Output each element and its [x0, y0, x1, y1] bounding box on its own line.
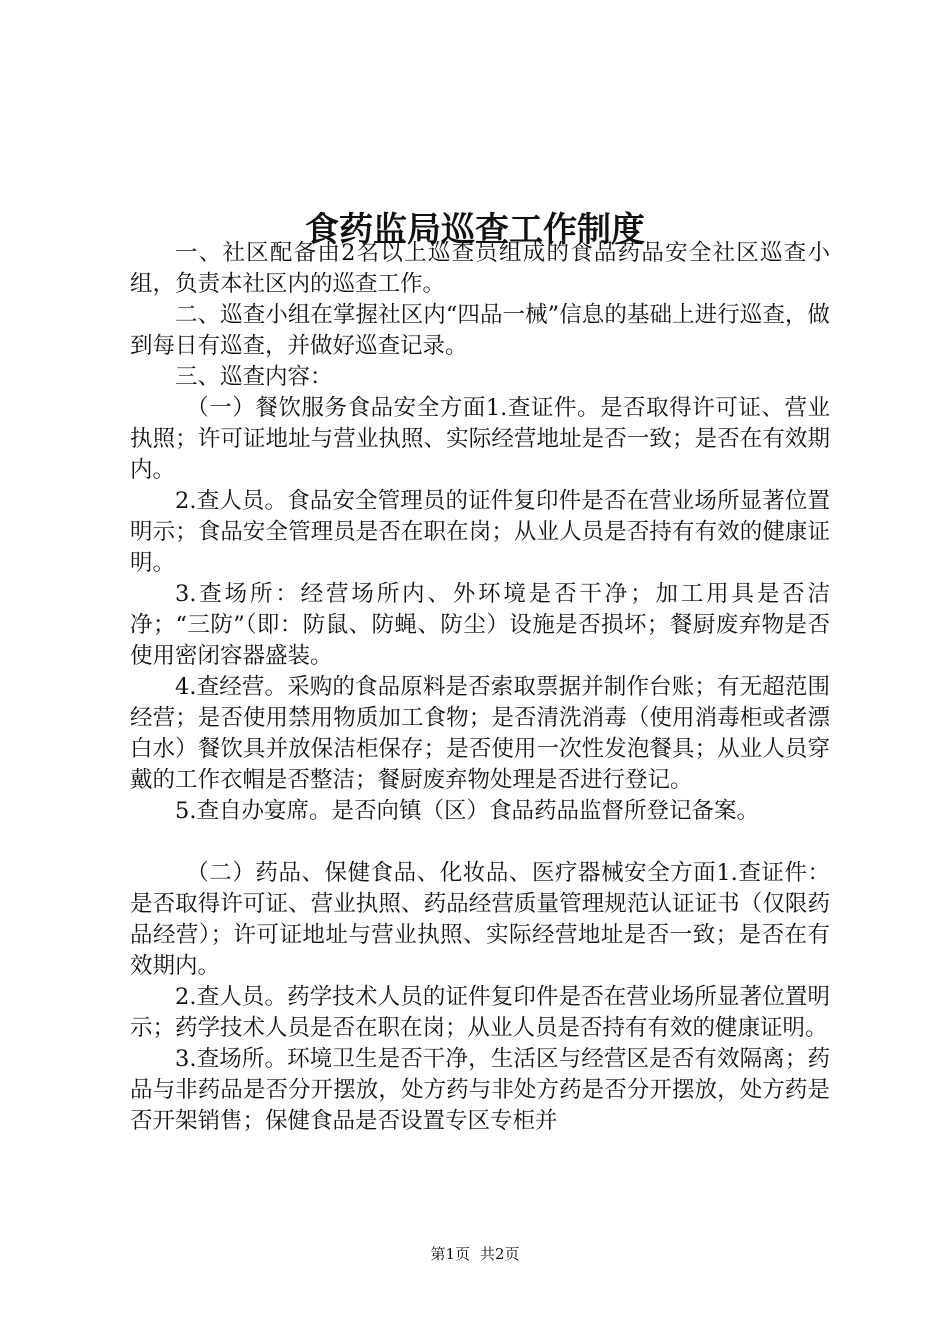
page-footer: [0, 1244, 950, 1264]
paragraph-5: 2.查人员。食品安全管理员的证件复印件是否在营业场所显著位置明示；食品安全管理员是否在职在岗；从业人员是否持有有效的健康证明。: [130, 488, 830, 576]
paragraph-7: 4.查经营。采购的食品原料是否索取票据并制作台账；有无超范围经营；是否使用禁用物质加工食物；是否清洗消毒（使用消毒柜或者漂白水）餐饮具并放保洁柜保存；是否使用一次性发泡餐具；从业人员穿戴的工作衣帽是否整洁；餐厨废弃物处理是否进行登记。: [130, 674, 830, 793]
paragraph-6: 3.查场所：经营场所内、外环境是否干净；加工用具是否洁净；“三防”（即：防鼠、防蝇、防尘）设施是否损坏；餐厨废弃物是否使用密闭容器盛装。: [130, 581, 830, 669]
paragraph-3: 三、巡查内容：: [175, 364, 333, 390]
document-body: [130, 238, 830, 1137]
paragraph-10: 2.查人员。药学技术人员的证件复印件是否在营业场所显著位置明示；药学技术人员是否在职在岗；从业人员是否持有有效的健康证明。: [130, 984, 830, 1041]
page-total: 共2页: [480, 1245, 520, 1263]
paragraph-2: 二、巡查小组在掌握社区内“四品一械”信息的基础上进行巡查，做到每日有巡查，并做好巡查记录。: [130, 302, 830, 359]
paragraph-9: （二）药品、保健食品、化妆品、医疗器械安全方面1.查证件：是否取得许可证、营业执照、药品经营质量管理规范认证证书（仅限药品经营）；许可证地址与营业执照、实际经营地址是否一致；是否在有效期内。: [130, 860, 830, 979]
paragraph-11: 3.查场所。环境卫生是否干净，生活区与经营区是否有效隔离；药品与非药品是否分开摆放，处方药与非处方药是否分开摆放，处方药是否开架销售；保健食品是否设置专区专柜并: [130, 1046, 830, 1134]
page-number: 第1页: [430, 1245, 470, 1263]
paragraph-1: 一、社区配备由2名以上巡查员组成的食品药品安全社区巡查小组，负责本社区内的巡查工作。: [130, 240, 830, 297]
paragraph-4: （一）餐饮服务食品安全方面1.查证件。是否取得许可证、营业执照；许可证地址与营业执照、实际经营地址是否一致；是否在有效期内。: [130, 395, 830, 483]
paragraph-8: 5.查自办宴席。是否向镇（区）食品药品监督所登记备案。: [175, 798, 759, 824]
document-title: 食药监局巡查工作制度: [305, 209, 645, 250]
